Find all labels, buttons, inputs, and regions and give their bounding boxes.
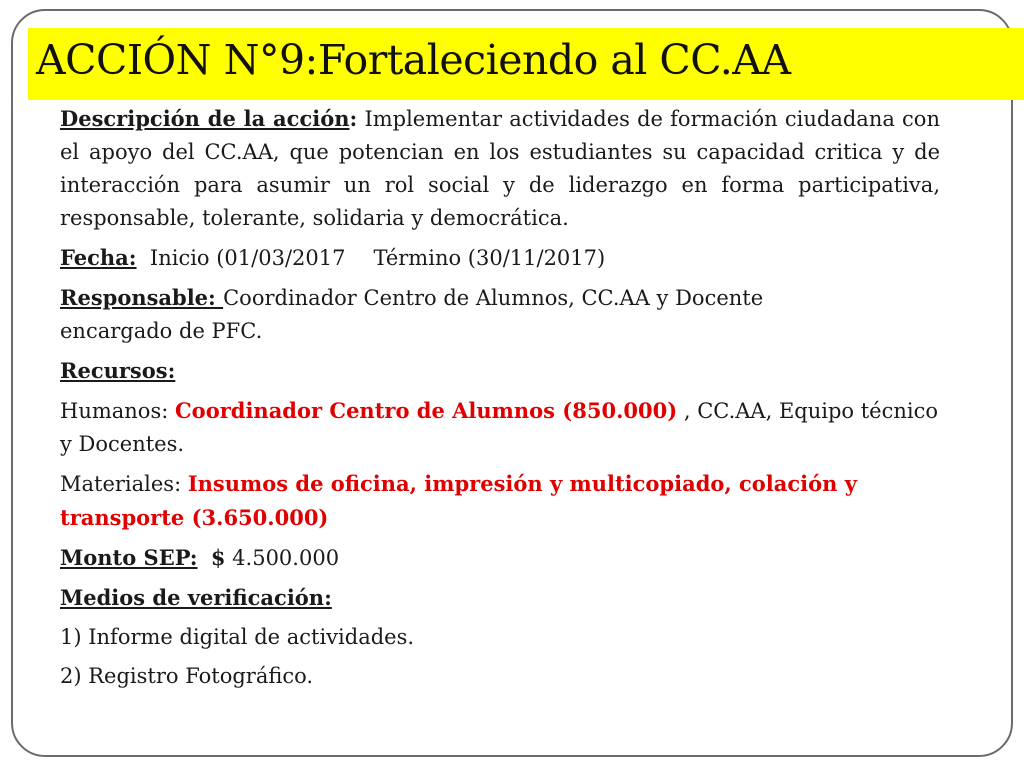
description-label: Descripción de la acción bbox=[60, 106, 350, 131]
recursos-label: Recursos: bbox=[60, 358, 176, 383]
materiales-highlight: Insumos de oficina, impresión y multicopiado, colación y transporte (3.650.000) bbox=[60, 471, 857, 530]
humanos-highlight: Coordinador Centro de Alumnos (850.000) bbox=[174, 398, 678, 423]
humanos-paragraph bbox=[60, 394, 940, 461]
monto-label: Monto SEP: bbox=[60, 545, 198, 570]
materiales-label: Materiales: bbox=[60, 472, 188, 496]
responsable-text-line2: encargado de PFC. bbox=[60, 319, 263, 343]
responsable-paragraph bbox=[60, 281, 940, 348]
recursos-paragraph bbox=[60, 354, 940, 388]
medios-item-1: 1) Informe digital de actividades. bbox=[60, 625, 415, 649]
fecha-label: Fecha: bbox=[60, 245, 137, 270]
responsable-label: Responsable: bbox=[60, 285, 224, 310]
humanos-rest: , CC.AA, Equipo técnico y Docentes. bbox=[60, 399, 938, 456]
slide-title: ACCIÓN N°9:Fortaleciendo al CC.AA bbox=[36, 36, 791, 84]
monto-currency: $ bbox=[210, 545, 226, 570]
description-text: Implementar actividades de formación ciudadana con el apoyo del CC.AA, que potencian en los estudiantes su capacidad critica y de interacción para asumir un rol social y de liderazgo en forma participativa, responsable, tolerante, solidaria y democrática. bbox=[60, 107, 940, 230]
responsable-text: Coordinador Centro de Alumnos, CC.AA y Docente bbox=[223, 286, 764, 310]
fecha-start: Inicio (01/03/2017 bbox=[149, 246, 346, 270]
fecha-end: Término (30/11/2017) bbox=[373, 246, 606, 270]
medios-item-2: 2) Registro Fotográfico. bbox=[60, 664, 314, 688]
description-colon: : bbox=[349, 106, 358, 131]
medios-label: Medios de verificación: bbox=[60, 585, 332, 610]
slide-content bbox=[60, 102, 940, 699]
monto-value: 4.500.000 bbox=[225, 546, 340, 570]
monto-paragraph bbox=[60, 541, 940, 575]
materiales-paragraph bbox=[60, 467, 940, 535]
title-bar bbox=[28, 28, 1024, 100]
description-paragraph bbox=[60, 102, 940, 235]
medios-paragraph bbox=[60, 581, 940, 615]
fecha-paragraph bbox=[60, 241, 940, 275]
humanos-label: Humanos: bbox=[60, 399, 175, 423]
